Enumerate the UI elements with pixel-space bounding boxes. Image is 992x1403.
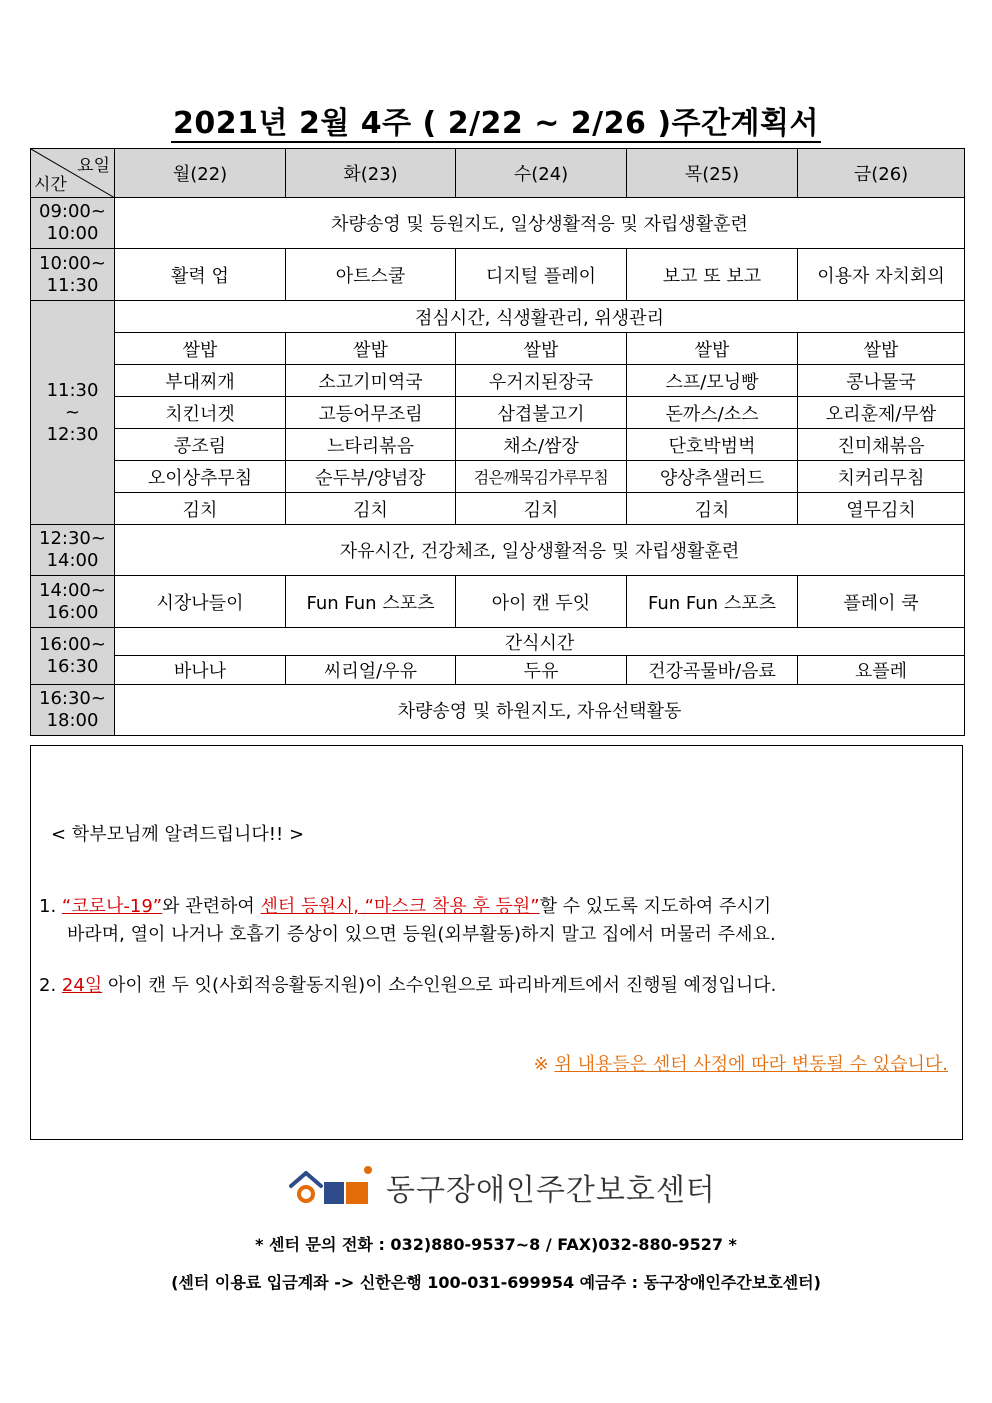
day-header-fri: 금(26) — [798, 149, 965, 198]
activity-cell: 이용자 자치회의 — [798, 249, 965, 301]
menu-cell: 돈까스/소스 — [627, 397, 798, 429]
menu-cell: 부대찌개 — [115, 365, 286, 397]
activity-cell: 자유시간, 건강체조, 일상생활적응 및 자립생활훈련 — [115, 525, 965, 576]
menu-cell: 소고기미역국 — [286, 365, 456, 397]
activity-cell: Fun Fun 스포츠 — [286, 576, 456, 628]
contact-info: * 센터 문의 전화 : 032)880-9537~8 / FAX)032-880-9527 * — [255, 1235, 737, 1254]
activity-cell: 디지털 플레이 — [456, 249, 627, 301]
day-header-thu: 목(25) — [627, 149, 798, 198]
table-header-row — [31, 149, 965, 198]
menu-row — [31, 429, 965, 461]
notice-item-2 — [39, 971, 776, 997]
weekly-schedule-table — [30, 148, 965, 736]
menu-row — [31, 397, 965, 429]
activity-cell: 보고 또 보고 — [627, 249, 798, 301]
menu-cell: 스프/모닝빵 — [627, 365, 798, 397]
corner-day-label: 요일 — [77, 156, 110, 176]
menu-cell: 진미채볶음 — [798, 429, 965, 461]
time-cell: 11:30 ~ 12:30 — [31, 301, 115, 525]
activity-cell: 차량송영 및 등원지도, 일상생활적응 및 자립생활훈련 — [115, 198, 965, 249]
house-logo-icon — [288, 1164, 378, 1210]
account-info: (센터 이용료 입금계좌 -> 신한은행 100-031-699954 예금주 : 동구장애인주간보호센터) — [171, 1273, 821, 1292]
time-cell: 16:30~ 18:00 — [31, 685, 115, 736]
menu-cell: 콩조림 — [115, 429, 286, 461]
footnote-text: 위 내용들은 센터 사정에 따라 변동될 수 있습니다. — [554, 1054, 948, 1075]
menu-cell: 검은깨묵김가루무침 — [456, 461, 627, 493]
menu-cell: 쌀밥 — [627, 333, 798, 365]
center-logo — [288, 1162, 716, 1212]
notice-mask-text: 센터 등원시, “마스크 착용 후 등원” — [260, 896, 540, 917]
snack-cell: 씨리얼/우유 — [286, 656, 456, 685]
time-cell: 09:00~ 10:00 — [31, 198, 115, 249]
day-header-tue: 화(23) — [286, 149, 456, 198]
time-cell: 10:00~ 11:30 — [31, 249, 115, 301]
notice-box — [30, 745, 963, 1140]
menu-cell: 느타리볶음 — [286, 429, 456, 461]
menu-cell: 치커리무침 — [798, 461, 965, 493]
notice-item-1 — [39, 892, 771, 918]
menu-cell: 삼겹불고기 — [456, 397, 627, 429]
menu-cell: 콩나물국 — [798, 365, 965, 397]
notice-item-1-num: 1. — [39, 896, 57, 917]
notice-covid-text: “코로나-19” — [61, 896, 163, 917]
snack-cell: 두유 — [456, 656, 627, 685]
activity-cell: 플레이 쿡 — [798, 576, 965, 628]
activity-cell: Fun Fun 스포츠 — [627, 576, 798, 628]
menu-cell: 순두부/양념장 — [286, 461, 456, 493]
notice-heading: < 학부모님께 알려드립니다!! > — [51, 824, 305, 845]
notice-item-1-text-b: 할 수 있도록 지도하여 주시기 — [539, 896, 772, 917]
corner-cell — [31, 149, 115, 198]
notice-item-1-line-2: 바라며, 열이 나거나 호흡기 증상이 있으면 등원(외부활동)하지 말고 집에서 머물러 주세요. — [67, 924, 776, 945]
notice-date-text: 24일 — [61, 975, 103, 996]
menu-row — [31, 461, 965, 493]
day-header-wed: 수(24) — [456, 149, 627, 198]
menu-cell: 김치 — [627, 493, 798, 525]
notice-footnote — [534, 1050, 948, 1076]
page-title: 2021년 2월 4주 ( 2/22 ~ 2/26 )주간계획서 — [173, 106, 819, 141]
menu-cell: 김치 — [286, 493, 456, 525]
menu-cell: 쌀밥 — [456, 333, 627, 365]
menu-cell: 우거지된장국 — [456, 365, 627, 397]
activity-cell: 아트스쿨 — [286, 249, 456, 301]
menu-cell: 쌀밥 — [286, 333, 456, 365]
activity-cell: 활력 업 — [115, 249, 286, 301]
menu-cell: 채소/쌈장 — [456, 429, 627, 461]
menu-row — [31, 493, 965, 525]
activity-cell: 시장나들이 — [115, 576, 286, 628]
table-row — [31, 198, 965, 249]
table-row — [31, 301, 965, 333]
table-row — [31, 576, 965, 628]
menu-cell: 치킨너겟 — [115, 397, 286, 429]
time-cell: 14:00~ 16:00 — [31, 576, 115, 628]
corner-time-label: 시간 — [34, 175, 67, 195]
menu-row — [31, 333, 965, 365]
menu-cell: 고등어무조림 — [286, 397, 456, 429]
menu-cell: 김치 — [456, 493, 627, 525]
snack-row — [31, 656, 965, 685]
menu-cell: 열무김치 — [798, 493, 965, 525]
footnote-mark: ※ — [533, 1054, 555, 1075]
lunch-title-cell: 점심시간, 식생활관리, 위생관리 — [115, 301, 965, 333]
time-cell: 16:00~ 16:30 — [31, 628, 115, 685]
center-name: 동구장애인주간보호센터 — [386, 1173, 716, 1208]
table-row — [31, 249, 965, 301]
menu-cell: 김치 — [115, 493, 286, 525]
menu-cell: 오이상추무침 — [115, 461, 286, 493]
menu-cell: 단호박범벅 — [627, 429, 798, 461]
menu-row — [31, 365, 965, 397]
activity-cell: 아이 캔 두잇 — [456, 576, 627, 628]
notice-item-2-num: 2. — [39, 975, 57, 996]
snack-title-cell: 간식시간 — [115, 628, 965, 656]
menu-cell: 오리훈제/무쌈 — [798, 397, 965, 429]
snack-cell: 건강곡물바/음료 — [627, 656, 798, 685]
menu-cell: 양상추샐러드 — [627, 461, 798, 493]
menu-cell: 쌀밥 — [115, 333, 286, 365]
snack-cell: 바나나 — [115, 656, 286, 685]
menu-cell: 쌀밥 — [798, 333, 965, 365]
notice-item-1-text-a: 와 관련하여 — [162, 896, 261, 917]
time-cell: 12:30~ 14:00 — [31, 525, 115, 576]
day-header-mon: 월(22) — [115, 149, 286, 198]
table-row — [31, 628, 965, 656]
table-row — [31, 525, 965, 576]
snack-cell: 요플레 — [798, 656, 965, 685]
notice-item-2-text: 아이 캔 두 잇(사회적응활동지원)이 소수인원으로 파리바게트에서 진행될 예정입니다. — [102, 975, 777, 996]
table-row — [31, 685, 965, 736]
activity-cell: 차량송영 및 하원지도, 자유선택활동 — [115, 685, 965, 736]
